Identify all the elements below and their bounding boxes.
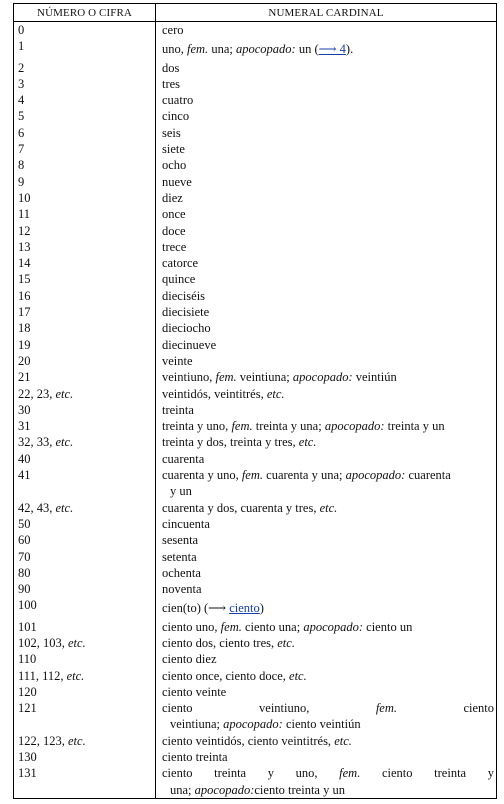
text-segment: 42, 43, [18, 500, 56, 515]
cardinal-cell [156, 271, 497, 287]
table-row [14, 304, 497, 320]
cardinal-cell [156, 500, 497, 516]
cardinal-cell [156, 206, 497, 222]
text-segment: 22, 23, [18, 386, 56, 401]
text-segment: treinta y uno, [162, 419, 232, 434]
table-row [14, 157, 497, 173]
number-cell: 90 [14, 581, 156, 597]
cardinal-line [162, 684, 494, 700]
cardinal-cell [156, 320, 497, 336]
italic-label: etc. [334, 733, 352, 748]
number-cell: 5 [14, 108, 156, 124]
cardinal-cell [156, 434, 497, 450]
cardinal-line [162, 206, 494, 222]
text-segment: trece [162, 239, 187, 254]
italic-label: apocopado: [345, 468, 406, 483]
cardinal-cell [156, 565, 497, 581]
number-cell: 14 [14, 255, 156, 271]
cardinal-line [162, 223, 494, 239]
text-segment: ciento treinta y [360, 766, 494, 781]
text-segment: diecisiete [162, 305, 210, 320]
italic-label: fem. [375, 701, 398, 716]
table-row [14, 451, 497, 467]
number-cell [14, 635, 156, 651]
cardinal-cell [156, 174, 497, 190]
text-segment: cinco [162, 109, 190, 124]
italic-label: fem. [231, 419, 253, 434]
text-segment: cuarenta y uno, [162, 468, 242, 483]
number-cell: 18 [14, 320, 156, 336]
cardinal-cell [156, 353, 497, 369]
cardinal-cell [156, 668, 497, 684]
table-row [14, 223, 497, 239]
table-row [14, 651, 497, 667]
text-segment: catorce [162, 256, 199, 271]
table-row [14, 619, 497, 635]
italic-label: etc. [298, 435, 317, 450]
text-segment: dos [162, 60, 180, 75]
table-row [14, 733, 497, 749]
text-segment: ciento uno, [162, 619, 221, 634]
cardinal-cell [156, 369, 497, 385]
italic-label: etc. [319, 500, 338, 515]
cardinal-line [162, 700, 494, 716]
cardinal-cell [156, 765, 497, 798]
table-body [14, 22, 497, 799]
text-segment: seis [162, 125, 181, 140]
number-cell: 21 [14, 369, 156, 385]
cardinal-line [162, 22, 494, 38]
text-segment: nueve [162, 174, 192, 189]
table-row [14, 288, 497, 304]
text-segment: ocho [162, 158, 187, 173]
cardinal-cell [156, 190, 497, 206]
table-row [14, 668, 497, 684]
cardinal-line [162, 749, 494, 765]
cardinal-line [162, 565, 494, 581]
number-cell: 13 [14, 239, 156, 255]
table-row [14, 60, 497, 76]
number-cell: 11 [14, 206, 156, 222]
text-segment: ciento [162, 701, 193, 716]
cardinal-line-continued [162, 483, 494, 499]
text-segment: sesenta [162, 533, 199, 548]
text-segment: cuatro [162, 93, 194, 108]
cardinal-line [162, 125, 494, 141]
cardinal-cell [156, 532, 497, 548]
italic-label: etc. [68, 635, 86, 650]
text-segment: 122, 123, [18, 733, 68, 748]
cardinal-cell [156, 597, 497, 618]
text-segment: ). [345, 42, 354, 57]
text-segment: cuarenta [405, 468, 451, 483]
cardinal-line [162, 668, 494, 684]
number-cell: 100 [14, 597, 156, 618]
text-segment: cero [162, 23, 184, 37]
number-cell: 1 [14, 38, 156, 59]
text-segment: ciento diez [162, 652, 217, 667]
number-cell: 15 [14, 271, 156, 287]
text-segment: cuarenta y una; [263, 468, 346, 483]
number-cell: 12 [14, 223, 156, 239]
number-cell: 120 [14, 684, 156, 700]
cardinal-cell [156, 451, 497, 467]
cardinal-line [162, 386, 494, 402]
number-cell: 101 [14, 619, 156, 635]
text-segment: cuarenta [162, 451, 205, 466]
table-row [14, 418, 497, 434]
italic-label: apocopado: [303, 619, 364, 634]
table-row [14, 467, 497, 500]
cardinal-line-continued [162, 782, 494, 798]
number-cell [14, 668, 156, 684]
number-cell: 19 [14, 337, 156, 353]
text-segment: treinta y un [384, 419, 445, 434]
cross-reference-link[interactable]: ciento [229, 601, 260, 616]
text-segment: cincuenta [162, 516, 210, 531]
number-cell: 16 [14, 288, 156, 304]
cardinal-line [162, 320, 494, 336]
text-segment: treinta y dos, treinta y tres, [162, 435, 299, 450]
number-cell: 80 [14, 565, 156, 581]
table-row [14, 271, 497, 287]
cardinal-cell [156, 700, 497, 733]
table-header-row [14, 4, 497, 22]
cardinal-cell [156, 239, 497, 255]
table-row [14, 353, 497, 369]
cardinal-line [162, 60, 494, 76]
number-cell [14, 386, 156, 402]
cardinal-cell [156, 141, 497, 157]
table-row [14, 174, 497, 190]
cardinal-line-continued [162, 716, 494, 732]
cardinal-line [162, 239, 494, 255]
number-cell: 8 [14, 157, 156, 173]
text-segment: veintiuno, [259, 701, 376, 716]
italic-label: etc. [55, 500, 74, 515]
number-cell: 30 [14, 402, 156, 418]
text-segment: uno, [162, 42, 187, 57]
text-segment [193, 701, 259, 715]
cardinal-line [162, 369, 494, 385]
cardinal-line [162, 500, 494, 516]
number-cell: 4 [14, 92, 156, 108]
table-row [14, 108, 497, 124]
cardinal-line [162, 600, 494, 616]
italic-label: etc. [68, 733, 86, 748]
text-segment: setenta [162, 549, 197, 564]
cardinal-line [162, 92, 494, 108]
table-row [14, 22, 497, 39]
number-cell [14, 733, 156, 749]
cardinal-cell [156, 733, 497, 749]
table-row [14, 597, 497, 618]
number-cell: 110 [14, 651, 156, 667]
table-row [14, 684, 497, 700]
text-segment: ciento treinta y uno, [162, 766, 340, 781]
table-row [14, 386, 497, 402]
number-cell: 20 [14, 353, 156, 369]
italic-label: etc. [55, 435, 74, 450]
number-cell [14, 434, 156, 450]
italic-label: apocopado: [194, 782, 255, 797]
cross-reference-link[interactable]: ⟶ 4 [318, 42, 346, 57]
text-segment: noventa [162, 582, 202, 597]
text-segment: ciento [397, 701, 495, 716]
cardinal-cell [156, 60, 497, 76]
cardinal-cell [156, 22, 497, 39]
text-segment: ciento veintidós, ciento veintitrés, [162, 733, 335, 748]
cardinal-line [162, 76, 494, 92]
number-cell: 41 [14, 467, 156, 500]
number-cell: 131 [14, 765, 156, 798]
number-cell: 121 [14, 700, 156, 733]
number-cell: 60 [14, 532, 156, 548]
cardinal-cell [156, 619, 497, 635]
cardinal-cell [156, 108, 497, 124]
cardinal-cell [156, 467, 497, 500]
cardinal-line [162, 174, 494, 190]
table-row [14, 190, 497, 206]
italic-label: fem. [187, 42, 209, 57]
table-row [14, 239, 497, 255]
text-segment: y un [170, 484, 192, 499]
number-cell: 3 [14, 76, 156, 92]
text-segment: cuarenta y dos, cuarenta y tres, [162, 500, 320, 515]
text-segment: veintiuna; [236, 370, 293, 385]
cardinal-line [162, 619, 494, 635]
text-segment: once [162, 207, 186, 222]
text-segment: ciento dos, ciento tres, [162, 635, 278, 650]
cardinal-line [162, 434, 494, 450]
table-row [14, 76, 497, 92]
number-cell: 50 [14, 516, 156, 532]
cardinal-line [162, 651, 494, 667]
table-row [14, 141, 497, 157]
italic-label: etc. [289, 668, 307, 683]
cardinal-line [162, 353, 494, 369]
text-segment: ⟶ [208, 601, 230, 616]
cardinal-line [162, 467, 494, 483]
cardinal-line [162, 635, 494, 651]
italic-label: apocopado: [324, 419, 385, 434]
cardinal-cell [156, 684, 497, 700]
text-segment: una; [208, 42, 236, 57]
text-segment: treinta [162, 402, 194, 417]
italic-label: fem. [241, 468, 264, 483]
table-row [14, 255, 497, 271]
cardinal-line [162, 733, 494, 749]
cardinal-cell [156, 581, 497, 597]
cardinal-cell [156, 418, 497, 434]
cardinal-line [162, 337, 494, 353]
header-number: NÚMERO O CIFRA [14, 4, 156, 22]
italic-label: fem. [215, 370, 237, 385]
table-row [14, 765, 497, 798]
cardinal-cell [156, 635, 497, 651]
text-segment: veintiún [352, 370, 397, 385]
number-cell: 10 [14, 190, 156, 206]
text-segment: ciento veinte [162, 684, 227, 699]
text-segment: ciento veintiún [282, 717, 361, 732]
cardinal-cell [156, 92, 497, 108]
table-row [14, 369, 497, 385]
cardinal-cell [156, 304, 497, 320]
italic-label: etc. [266, 386, 285, 401]
cardinal-cell [156, 288, 497, 304]
table-row [14, 206, 497, 222]
table-row [14, 500, 497, 516]
text-segment: dieciocho [162, 321, 211, 336]
text-segment: ciento una; [241, 619, 304, 634]
text-segment: dieciséis [162, 288, 206, 303]
cardinal-cell [156, 125, 497, 141]
italic-label: fem. [220, 619, 242, 634]
table-row [14, 749, 497, 765]
text-segment: ciento once, ciento doce, [162, 668, 290, 683]
table-row [14, 635, 497, 651]
cardinal-cell [156, 223, 497, 239]
table-row [14, 38, 497, 59]
table-row [14, 700, 497, 733]
text-segment: diez [162, 190, 183, 205]
text-segment: cien(to) ( [162, 601, 209, 616]
cardinal-cell [156, 749, 497, 765]
number-cell: 6 [14, 125, 156, 141]
text-segment: un ( [295, 42, 319, 57]
italic-label: etc. [66, 668, 85, 683]
cardinal-line [162, 288, 494, 304]
italic-label: apocopado: [235, 42, 296, 57]
number-cell: 9 [14, 174, 156, 190]
number-cell: 70 [14, 549, 156, 565]
number-cell: 17 [14, 304, 156, 320]
text-segment: veintiuna; [170, 717, 224, 732]
table-row [14, 434, 497, 450]
text-segment: 32, 33, [18, 435, 56, 450]
cardinal-line [162, 765, 494, 781]
table-row [14, 125, 497, 141]
number-cell [14, 500, 156, 516]
cardinal-line [162, 581, 494, 597]
cardinal-line [162, 549, 494, 565]
cardinal-cell [156, 402, 497, 418]
cardinal-line [162, 418, 494, 434]
number-cell: 130 [14, 749, 156, 765]
text-segment: veintiuno, [162, 370, 216, 385]
table-row [14, 565, 497, 581]
table-row [14, 549, 497, 565]
cardinal-cell [156, 651, 497, 667]
cardinal-line [162, 271, 494, 287]
cardinal-line [162, 108, 494, 124]
text-segment: veinte [162, 353, 193, 368]
italic-label: apocopado: [292, 370, 353, 385]
header-cardinal: NUMERAL CARDINAL [156, 4, 497, 22]
italic-label: fem. [339, 766, 361, 781]
table-row [14, 532, 497, 548]
cardinal-cell [156, 549, 497, 565]
text-segment: tres [162, 76, 181, 91]
text-segment: 111, 112, [18, 668, 67, 683]
text-segment: ciento treinta y un [254, 782, 345, 797]
cardinal-line [162, 190, 494, 206]
table-row [14, 337, 497, 353]
table-row [14, 516, 497, 532]
number-cell: 31 [14, 418, 156, 434]
text-segment: siete [162, 142, 185, 157]
text-segment: una; [170, 782, 195, 797]
cardinal-line [162, 157, 494, 173]
text-segment: ciento un [363, 619, 413, 634]
italic-label: etc. [55, 386, 74, 401]
table-row [14, 320, 497, 336]
cardinal-cell [156, 76, 497, 92]
cardinal-cell [156, 386, 497, 402]
text-segment: ochenta [162, 565, 201, 580]
italic-label: etc. [277, 635, 295, 650]
cardinal-line [162, 41, 494, 57]
cardinal-line [162, 141, 494, 157]
cardinal-cell [156, 516, 497, 532]
text-segment: doce [162, 223, 186, 238]
number-cell: 40 [14, 451, 156, 467]
cardinal-numbers-table [13, 3, 497, 799]
number-cell: 0 [14, 22, 156, 39]
cardinal-cell [156, 255, 497, 271]
cardinal-cell [156, 157, 497, 173]
cardinal-line [162, 451, 494, 467]
text-segment: treinta y una; [252, 419, 325, 434]
text-segment: 102, 103, [18, 635, 68, 650]
cardinal-line [162, 516, 494, 532]
cardinal-line [162, 532, 494, 548]
cardinal-line [162, 402, 494, 418]
table-row [14, 92, 497, 108]
cardinal-line [162, 255, 494, 271]
text-segment: diecinueve [162, 337, 217, 352]
number-cell: 2 [14, 60, 156, 76]
cardinal-cell [156, 337, 497, 353]
number-cell: 7 [14, 141, 156, 157]
table-row [14, 402, 497, 418]
table-row [14, 581, 497, 597]
italic-label: apocopado: [223, 717, 283, 732]
text-segment: quince [162, 272, 196, 287]
cardinal-line [162, 304, 494, 320]
text-segment: veintidós, veintitrés, [162, 386, 267, 401]
cardinal-cell [156, 38, 497, 59]
text-segment: ) [259, 601, 264, 616]
text-segment: ciento treinta [162, 750, 228, 765]
